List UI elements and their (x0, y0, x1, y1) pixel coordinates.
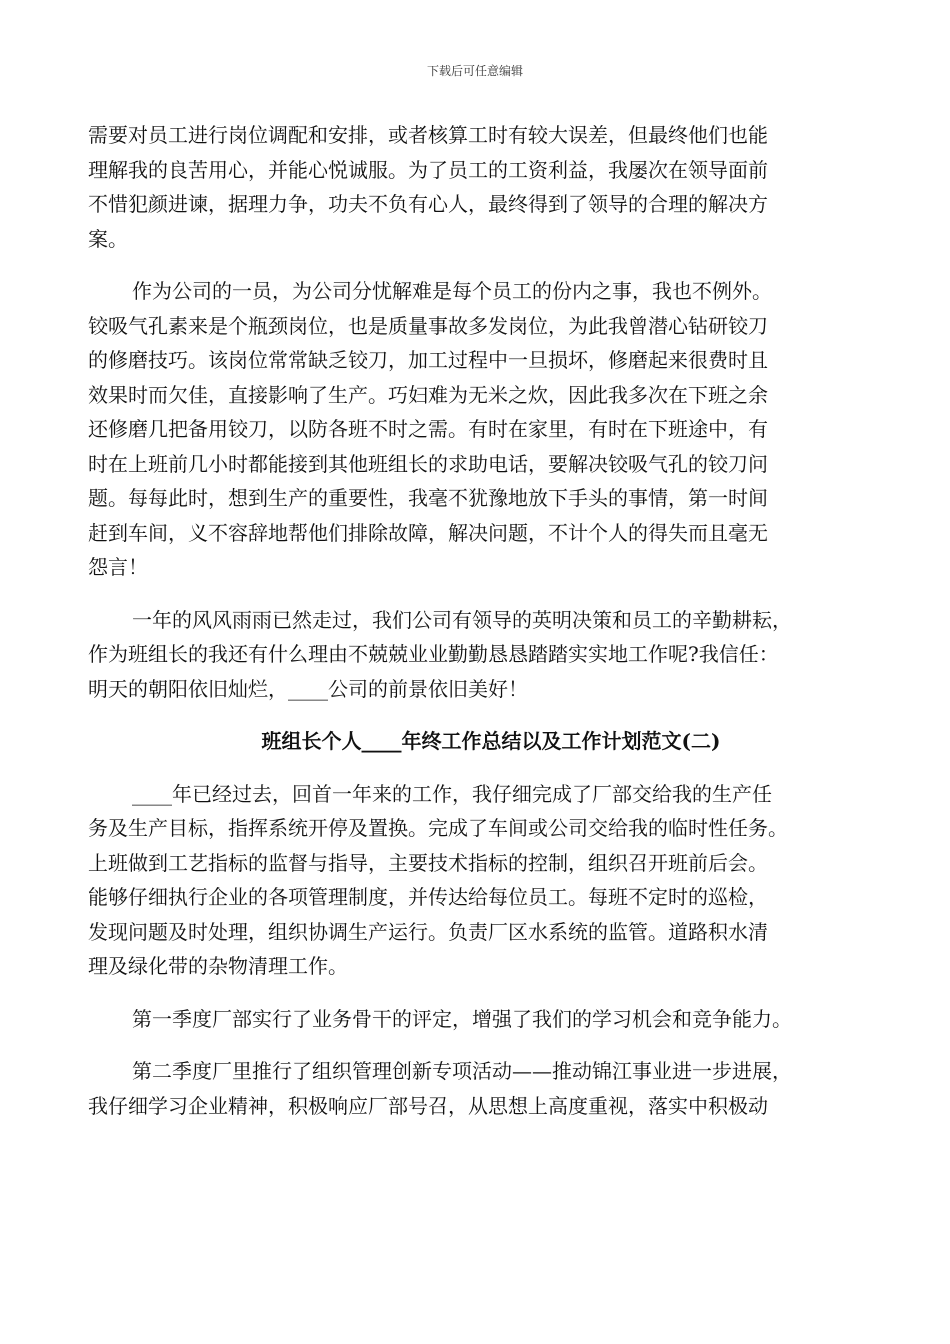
paragraph-line: 不惜犯颜进谏，据理力争，功夫不负有心人，最终得到了领导的合理的解决方 (88, 192, 768, 216)
paragraph-gap (88, 706, 864, 724)
paragraph-line: 第二季度厂里推行了组织管理创新专项活动——推动锦江事业进一步进展， (132, 1059, 792, 1083)
paragraph-gap (88, 759, 864, 777)
paragraph-gap (88, 585, 864, 603)
paragraph-line: 还修磨几把备用铰刀，以防各班不时之需。有时在家里，有时在下班途中，有 (88, 417, 768, 441)
document-body (88, 118, 864, 1123)
paragraph-line: 怨言！ (88, 555, 148, 579)
paragraph-gap (88, 984, 864, 1002)
paragraph-line: 铰吸气孔素来是个瓶颈岗位，也是质量事故多发岗位，为此我曾潜心钻研铰刀 (88, 313, 768, 338)
paragraph-line: 案。 (88, 226, 128, 251)
paragraph-line: 时在上班前几小时都能接到其他班组长的求助电话，要解决铰吸气孔的铰刀问 (88, 451, 768, 476)
paragraph-line: 发现问题及时处理，组织协调生产运行。负责厂区水系统的监管。道路积水清 (88, 919, 768, 944)
paragraph-gap (88, 256, 864, 274)
paragraph-line: 理及绿化带的杂物清理工作。 (88, 954, 348, 978)
paragraph-line: 的修磨技巧。该岗位常常缺乏铰刀，加工过程中一旦损坏，修磨起来很费时且 (88, 348, 768, 372)
paragraph-line: 上班做到工艺指标的监督与指导，主要技术指标的控制，组织召开班前后会。 (88, 850, 768, 875)
paragraph-line: 需要对员工进行岗位调配和安排，或者核算工时有较大误差，但最终他们也能 (88, 123, 768, 147)
paragraph-line: 能够仔细执行企业的各项管理制度，并传达给每位员工。每班不定时的巡检， (88, 885, 768, 909)
paragraph-line: 作为班组长的我还有什么理由不兢兢业业勤勤恳恳踏踏实实地工作呢?我信任： (88, 642, 779, 666)
section-title: 班组长个人____年终工作总结以及工作计划范文(二) (261, 729, 721, 753)
paragraph-line: 题。每每此时，想到生产的重要性，我毫不犹豫地放下手头的事情，第一时间 (88, 486, 768, 510)
paragraph-gap (88, 1036, 864, 1054)
paragraph-line: 明天的朝阳依旧灿烂，____公司的前景依旧美好！ (88, 676, 528, 701)
paragraph-line: 第一季度厂部实行了业务骨干的评定，增强了我们的学习机会和竞争能力。 (132, 1006, 792, 1031)
paragraph-line: 务及生产目标，指挥系统开停及置换。完成了车间或公司交给我的临时性任务。 (88, 816, 788, 840)
paragraph-line: 赶到车间，义不容辞地帮他们排除故障，解决问题，不计个人的得失而且毫无 (88, 520, 768, 545)
paragraph-line: 一年的风风雨雨已然走过，我们公司有领导的英明决策和员工的辛勤耕耘， (132, 607, 792, 632)
paragraph-line: 效果时而欠佳，直接影响了生产。巧妇难为无米之炊，因此我多次在下班之余 (88, 382, 768, 407)
paragraph-line: 理解我的良苦用心，并能心悦诚服。为了员工的工资利益，我屡次在领导面前 (88, 157, 768, 182)
paragraph-line: ____年已经过去，回首一年来的工作，我仔细完成了厂部交给我的生产任 (132, 781, 772, 806)
paragraph-line: 作为公司的一员，为公司分忧解难是每个员工的份内之事，我也不例外。 (132, 279, 772, 303)
paragraph-line: 我仔细学习企业精神，积极响应厂部号召，从思想上高度重视，落实中积极动 (88, 1093, 768, 1118)
header-note: 下载后可任意编辑 (426, 64, 523, 78)
